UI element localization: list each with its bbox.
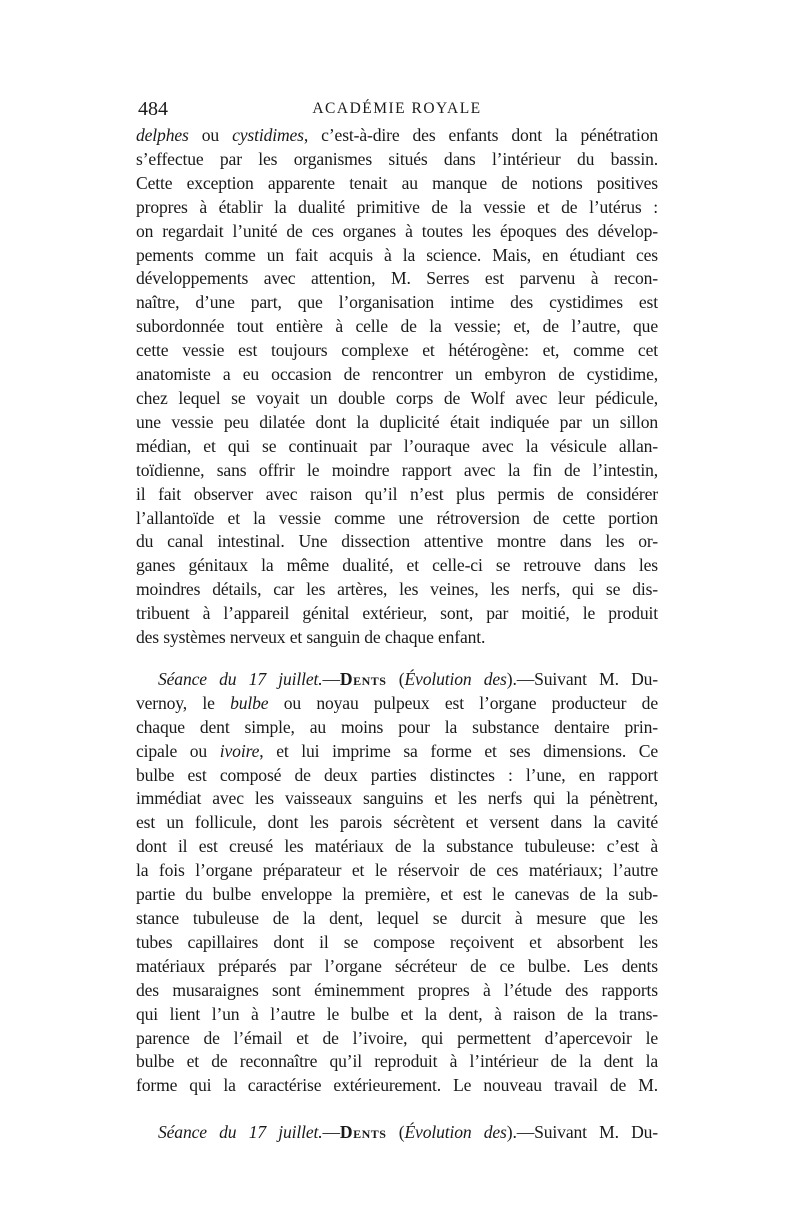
- text-line: partie du bulbe enveloppe la première, et est le canevas de la sub-: [136, 884, 658, 905]
- text-line: chez lequel se voyait un double corps de Wolf avec leur pédicule,: [136, 387, 658, 408]
- italic-term: Évolution des: [404, 668, 507, 689]
- text-line: anatomiste a eu occasion de rencontrer un embyron de cystidime,: [136, 364, 658, 385]
- text-span: cipale ou: [136, 740, 220, 761]
- text-line: [136, 692, 658, 716]
- paragraph-2: [136, 668, 658, 1098]
- text-line: matériaux préparés par l’organe sécréteur de ce bulbe. Les dents: [136, 955, 658, 976]
- text-span: , c’est-à-dire des enfants dont la pénétration: [303, 125, 659, 145]
- text-line: l’allantoïde et la vessie comme une rétroversion de cette portion: [136, 507, 658, 528]
- text-span: ou: [188, 125, 233, 145]
- section-keyword: Dents: [339, 668, 387, 689]
- section-heading-line: [136, 1121, 658, 1145]
- italic-term: Évolution des: [404, 1122, 507, 1143]
- paragraph-gap: [136, 650, 658, 668]
- text-span: , et lui imprime sa forme et ses dimensions. Ce: [259, 740, 659, 761]
- section-keyword: Dents: [339, 1122, 387, 1143]
- running-head: [136, 94, 658, 124]
- session-date: Séance du 17 juillet.: [158, 668, 323, 689]
- text-line: ganes génitaux la même dualité, et celle-ci se retrouve dans les: [136, 555, 658, 576]
- text-line: du canal intestinal. Une dissection attentive montre dans les or-: [136, 531, 658, 552]
- text-line: développements avec attention, M. Serres est parvenu à recon-: [136, 268, 658, 289]
- section-heading-line: [136, 668, 658, 692]
- text-line: dont il est creusé les matériaux de la substance tubuleuse: c’est à: [136, 836, 658, 857]
- text-span: —: [322, 1122, 340, 1143]
- paragraph-1: [136, 124, 658, 650]
- text-span: (: [386, 1122, 405, 1143]
- text-line: bulbe est composé de deux parties distinctes : l’une, en rapport: [136, 764, 658, 785]
- text-line: subordonnée tout entière à celle de la vessie; et, de l’autre, que: [136, 316, 658, 337]
- text-line: des systèmes nerveux et sanguin de chaque enfant.: [136, 627, 486, 648]
- text-line: [136, 740, 658, 764]
- text-line: médian, et qui se continuait par l’ouraque avec la vésicule allan-: [136, 435, 658, 456]
- page-number: 484: [138, 98, 168, 120]
- paragraph-gap: [136, 1098, 658, 1121]
- text-line: [136, 124, 658, 148]
- text-line: immédiat avec les vaisseaux sanguins et les nerfs qui la pénètrent,: [136, 788, 658, 809]
- text-span: (: [386, 668, 405, 689]
- text-line: toïdienne, sans offrir le moindre rapport avec la fin de l’intestin,: [136, 459, 658, 480]
- text-line: il fait observer avec raison qu’il n’est plus permis de considérer: [136, 483, 658, 504]
- text-line: est un follicule, dont les parois sécrètent et versent dans la cavité: [136, 812, 658, 833]
- text-line: s’effectue par les organismes situés dans l’intérieur du bassin.: [136, 148, 658, 169]
- text-line: stance tubuleuse de la dent, lequel se durcit à mesure que les: [136, 908, 658, 928]
- text-line: parence de l’émail et de l’ivoire, qui permettent d’apercevoir le: [136, 1027, 658, 1048]
- text-span: ).—Suivant M. Du-: [506, 1122, 658, 1143]
- text-line: qui lient l’un à l’autre le bulbe et la dent, à raison de la trans-: [136, 1003, 658, 1024]
- text-line: naître, d’une part, que l’organisation intime des cystidimes est: [136, 292, 658, 313]
- text-line: Cette exception apparente tenait au manque de notions positives: [136, 172, 658, 193]
- text-span: ou noyau pulpeux est l’organe producteur de: [268, 692, 658, 713]
- text-line: forme qui la caractérise extérieurement. Le nouveau travail de M.: [136, 1075, 658, 1096]
- text-line: on regardait l’unité de ces organes à toutes les époques des dévelop-: [136, 220, 658, 241]
- text-span: ).—Suivant M. Du-: [506, 668, 658, 689]
- text-span: vernoy, le: [136, 692, 231, 713]
- italic-term: cystidimes: [232, 125, 304, 145]
- text-span: —: [322, 668, 340, 689]
- text-line: cette vessie est toujours complexe et hétérogène: et, comme cet: [136, 340, 658, 361]
- text-line: pements comme un fait acquis à la science. Mais, en étudiant ces: [136, 244, 658, 265]
- session-date: Séance du 17 juillet.: [158, 1122, 323, 1143]
- text-line: propres à établir la dualité primitive de la vessie et de l’utérus :: [136, 196, 658, 217]
- paragraph-3: [136, 1121, 658, 1145]
- text-line: tubes capillaires dont il se compose reçoivent et absorbent les: [136, 931, 658, 952]
- running-title: ACADÉMIE ROYALE: [312, 100, 482, 117]
- text-line: la fois l’organe préparateur et le réservoir de ces matériaux; l’autre: [136, 860, 658, 881]
- text-line: des musaraignes sont éminemment propres à l’étude des rapports: [136, 979, 658, 1000]
- document-page: [136, 94, 658, 1145]
- text-line: moindres détails, car les artères, les veines, les nerfs, qui se dis-: [136, 579, 658, 600]
- text-line: une vessie peu dilatée dont la duplicité était indiquée par un sillon: [136, 411, 658, 432]
- text-line: chaque dent simple, au moins pour la substance dentaire prin-: [136, 716, 658, 737]
- italic-term: delphes: [136, 125, 189, 145]
- text-line: bulbe et de reconnaître qu’il reproduit à l’intérieur de la dent la: [136, 1051, 658, 1072]
- text-line: tribuent à l’appareil génital extérieur, sont, par moitié, le produit: [136, 603, 658, 624]
- italic-term: bulbe: [230, 692, 269, 713]
- italic-term: ivoire: [219, 740, 260, 761]
